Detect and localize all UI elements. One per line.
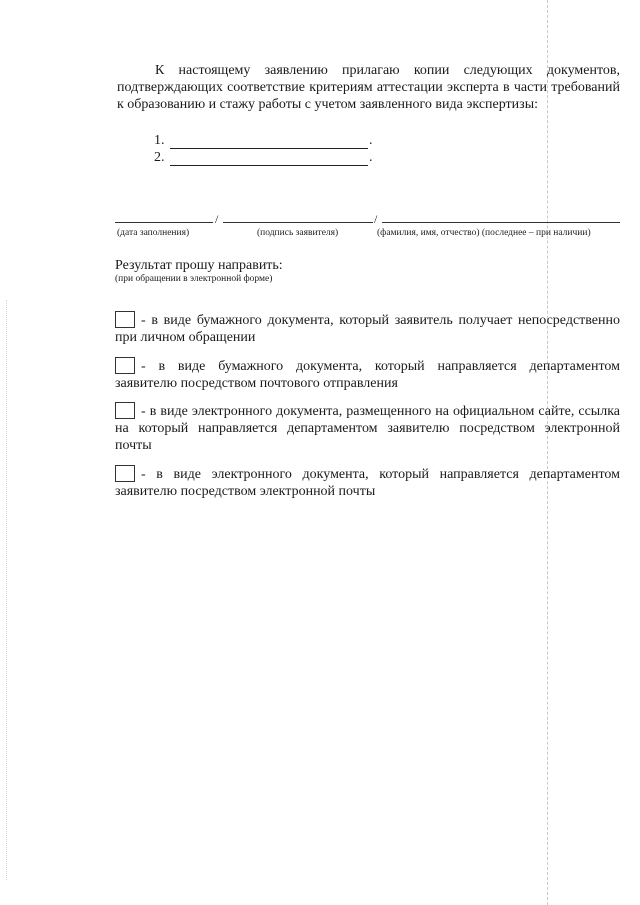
separator: / [374,212,378,226]
signature-line[interactable] [223,222,373,223]
document-blank-line[interactable] [170,153,368,166]
intro-paragraph: К настоящему заявлению прилагаю копии следующих документов, подтверждающих соответствие критериям аттестации эксперта в части требований к образованию и стажу работы с учетом заявленного вида экспертизы: [117,63,620,112]
result-option-paper-mail [115,357,620,392]
result-option-paper-personal [115,311,620,346]
checkbox[interactable] [115,357,135,374]
document-line-end: . [369,133,373,148]
document-item [154,132,373,149]
date-line[interactable] [115,222,213,223]
document-number: 1. [154,133,165,148]
result-option-electronic-site [115,402,620,454]
document-blank-line[interactable] [170,136,368,149]
name-caption: (фамилия, имя, отчество) (последнее – при наличии) [377,228,591,238]
separator: / [215,212,219,226]
option-text: - в виде электронного документа, размещенного на официальном сайте, ссылка на который направляется департаментом заявителю посредством электронной почты [115,404,620,453]
attached-documents-list [154,132,373,166]
signature-row [115,212,620,252]
document-item [154,149,373,166]
option-text: - в виде бумажного документа, который направляется департаментом заявителю посредством почтового отправления [115,359,620,391]
document-number: 2. [154,150,165,165]
checkbox[interactable] [115,311,135,328]
signature-caption: (подпись заявителя) [257,228,339,238]
result-option-electronic-email [115,465,620,500]
option-text: - в виде электронного документа, который направляется департаментом заявителю посредством электронной почты [115,467,620,499]
result-heading: Результат прошу направить: [115,258,283,273]
date-caption: (дата заполнения) [117,228,190,238]
option-text: - в виде бумажного документа, который заявитель получает непосредственно при личном обращении [115,313,620,345]
checkbox[interactable] [115,402,135,419]
checkbox[interactable] [115,465,135,482]
name-line[interactable] [382,222,620,223]
document-line-end: . [369,150,373,165]
result-note: (при обращении в электронной форме) [115,274,273,284]
